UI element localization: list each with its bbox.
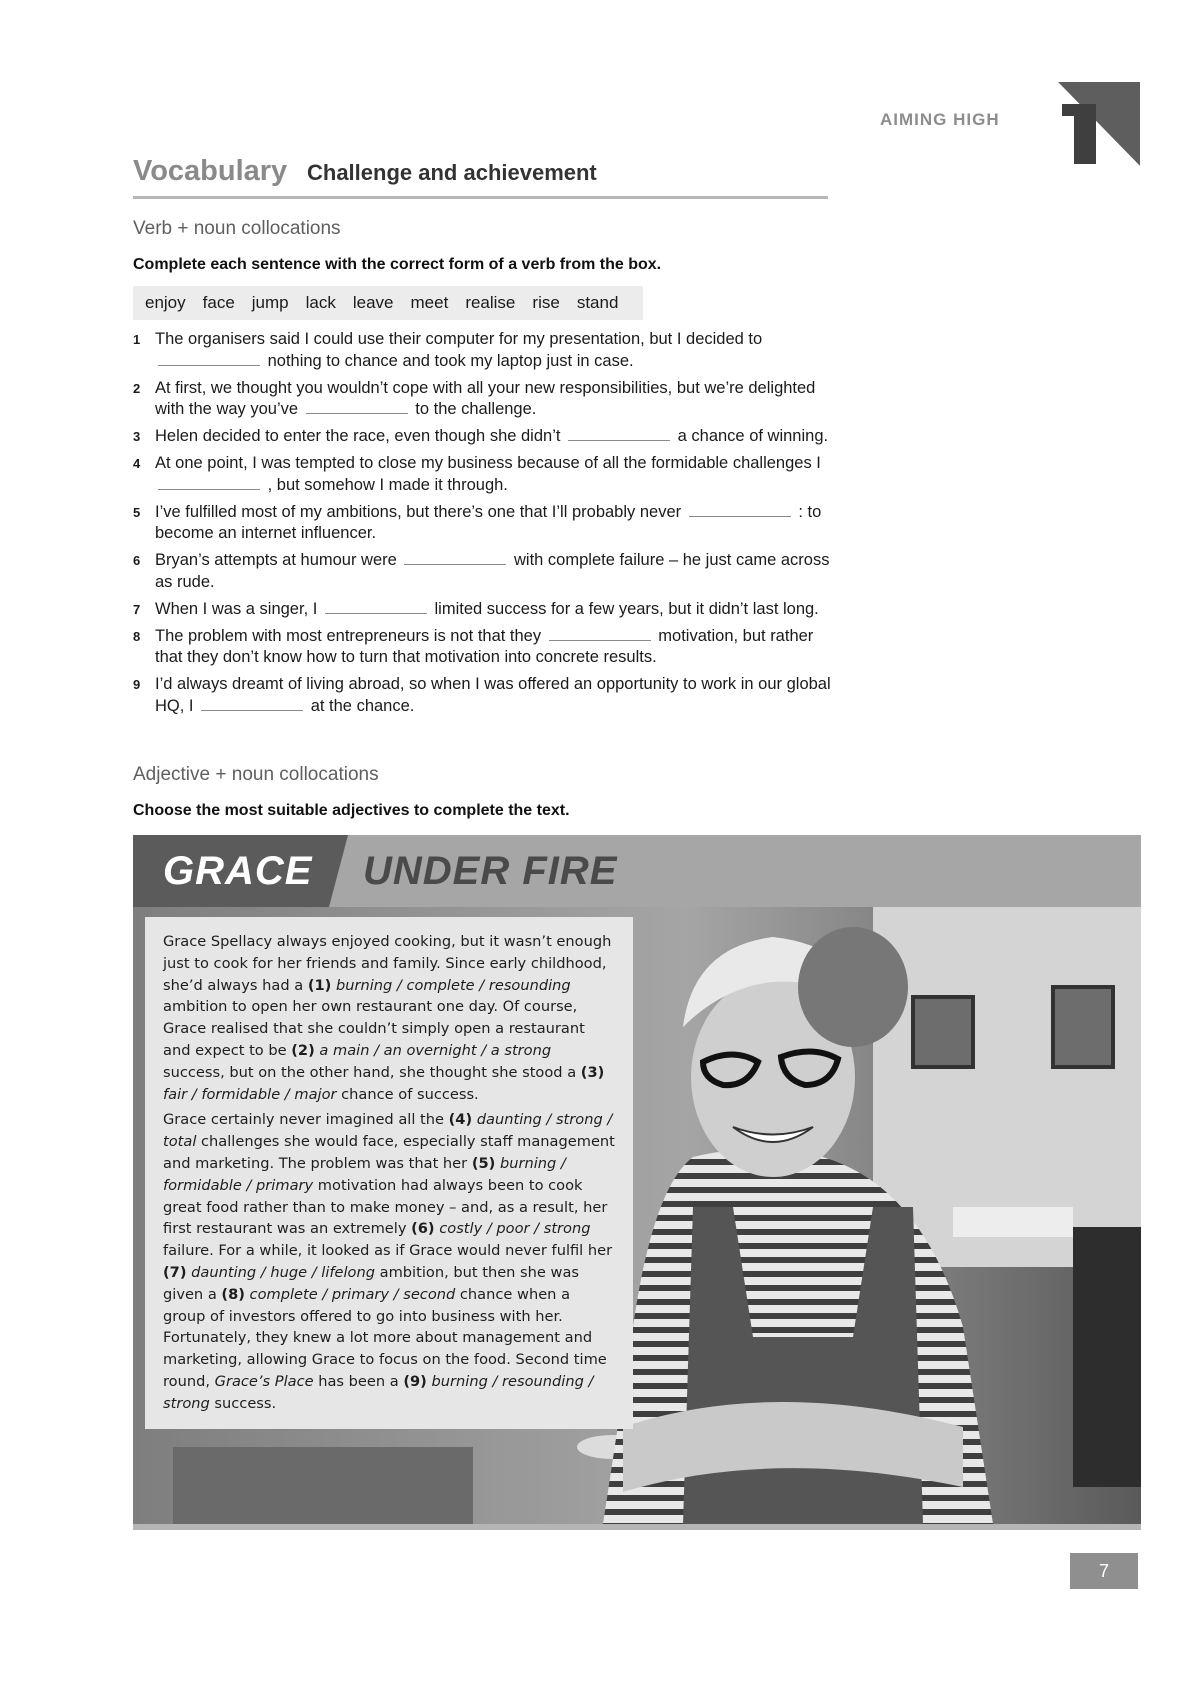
item-text-after: , but somehow I made it through. [267,475,508,494]
item-number: 9 [133,677,141,693]
item-number: 1 [133,332,141,347]
word-box-item: rise [532,293,560,312]
item-number: 6 [133,553,141,569]
gap-options[interactable]: burning / formidable / primary [163,1154,566,1194]
section-heading-verb-noun: Verb + noun collocations [133,218,341,239]
answer-blank[interactable] [158,351,260,366]
page-number: 7 [1070,1553,1138,1589]
item-text-before: Bryan’s attempts at humour were [155,551,397,570]
item-text-after: : to become an internet influencer. [155,502,822,543]
section-title: Vocabulary [133,155,288,187]
item-text-after: nothing to chance and took my laptop just in case. [267,351,634,370]
answer-blank[interactable] [306,399,408,414]
exercise-item [133,426,833,448]
article-text: challenges she would face, especially staff management and marketing. The problem was that her [163,1133,615,1172]
word-box [133,286,643,320]
exercise-list [133,329,833,723]
instruction-part1: Complete each sentence with the correct form of a verb from the box. [133,256,662,273]
article [133,835,1141,1530]
item-text-before: I’ve fulfilled most of my ambitions, but there’s one that I’ll probably never [155,502,682,521]
answer-blank[interactable] [201,696,303,711]
gap-number: (1) [307,976,332,994]
item-text-after: a chance of winning. [677,427,829,446]
item-text-before: The problem with most entrepreneurs is not that they [155,626,542,645]
word-box-item: meet [410,293,449,312]
page-title [133,152,828,199]
article-text: motivation had always been to cook great food rather than to make money – and, as a result, her first restaurant was an extremely [163,1176,608,1238]
answer-blank[interactable] [689,502,791,517]
article-text: success. [209,1394,277,1412]
gap-options[interactable]: costly / poor / strong [439,1220,591,1238]
unit-number-badge [1058,82,1140,166]
unit-title: AIMING HIGH [880,110,1000,129]
item-text-after: limited success for a few years, but it didn’t last long. [434,599,819,618]
article-title-grace: GRACE [163,849,313,893]
article-text: failure. For a while, it looked as if Grace would never fulfil her [163,1242,613,1260]
restaurant-name: Grace’s Place [214,1372,314,1390]
word-box-item: realise [465,293,516,312]
article-text-panel [145,917,633,1429]
answer-blank[interactable] [568,426,670,441]
topic-title: Challenge and achievement [307,160,597,185]
word-box-item: leave [352,293,394,312]
gap-number: (3) [580,1063,605,1081]
exercise-item [133,626,833,670]
gap-options[interactable]: burning / resounding / strong [163,1372,594,1412]
exercise-item [133,329,833,373]
gap-number: (2) [291,1041,315,1059]
answer-blank[interactable] [404,550,506,565]
article-text: Grace Spellacy always enjoyed cooking, but it wasn’t enough just to cook for her friends and family. Since early childhood, she’d always had a [163,933,612,994]
gap-number: (5) [471,1154,496,1172]
exercise-item [133,550,833,594]
article-text: Grace certainly never imagined all the [163,1111,449,1129]
article-title-under-fire: UNDER FIRE [363,849,618,893]
gap-number: (6) [411,1220,435,1238]
item-number: 5 [133,504,141,520]
item-text-after: at the chance. [310,696,415,715]
item-text-before: At one point, I was tempted to close my business because of all the formidable challenges I [155,453,821,472]
gap-number: (9) [403,1372,427,1390]
exercise-item [133,674,833,718]
answer-blank[interactable] [325,599,427,614]
word-box-item: stand [576,293,619,312]
item-number: 8 [133,628,141,644]
item-text-before: I’d always dreamt of living abroad, so when I was offered an opportunity to work in our global HQ, I [155,675,831,715]
item-number: 4 [133,455,141,471]
article-text: chance of success. [336,1085,479,1103]
item-text-before: The organisers said I could use their computer for my presentation, but I decided to [155,330,763,348]
item-number: 2 [133,380,141,396]
gap-number: (4) [448,1111,473,1129]
item-text-before: Helen decided to enter the race, even though she didn’t [155,427,561,446]
article-text: success, but on the other hand, she thought she stood a [163,1063,581,1081]
word-box-item: lack [305,293,336,312]
item-text-after: to the challenge. [415,400,537,419]
exercise-item [133,453,833,497]
article-text: ambition, but then she was given a [163,1263,580,1303]
instruction-part2: Choose the most suitable adjectives to complete the text. [133,802,570,819]
exercise-item [133,599,833,621]
word-box-item: enjoy [145,293,186,312]
answer-blank[interactable] [549,626,651,641]
article-paragraph-2 [163,1109,615,1414]
gap-options[interactable]: complete / primary / second [249,1285,456,1303]
gap-options[interactable]: daunting / strong / total [163,1111,613,1151]
section-heading-adjective-noun: Adjective + noun collocations [133,764,379,785]
item-text-before: At first, we thought you wouldn’t cope with all your new responsibilities, but we’re delighted with the way you’ve [155,378,816,419]
gap-options[interactable]: fair / formidable / major [163,1085,337,1103]
item-text-after: motivation, but rather that they don’t know how to turn that motivation into concrete results. [155,626,814,667]
exercise-item [133,378,833,422]
item-text-after: with complete failure – he just came across as rude. [155,551,830,591]
article-text: ambition to open her own restaurant one day. Of course, Grace realised that she couldn’t simply open a restaurant and expect to be [163,998,585,1059]
item-number: 3 [133,429,141,445]
answer-blank[interactable] [158,475,260,490]
word-box-item: face [202,293,235,312]
gap-options[interactable]: burning / complete / resounding [335,976,571,994]
item-number: 7 [133,601,141,617]
article-text: chance when a group of investors offered to go into business with her. Fortunately, they knew a lot more about management and marketing, allowing Grace to focus on the food. Second time round, [163,1285,607,1390]
exercise-item [133,502,833,546]
gap-options[interactable]: a main / an overnight / a strong [319,1041,552,1059]
article-text: has been a [313,1372,404,1390]
item-text-before: When I was a singer, I [155,599,318,618]
gap-number: (8) [221,1285,245,1303]
article-paragraph-1 [163,931,615,1105]
word-box-item: jump [251,293,289,312]
gap-options[interactable]: daunting / huge / lifelong [191,1263,375,1281]
gap-number: (7) [163,1263,187,1281]
